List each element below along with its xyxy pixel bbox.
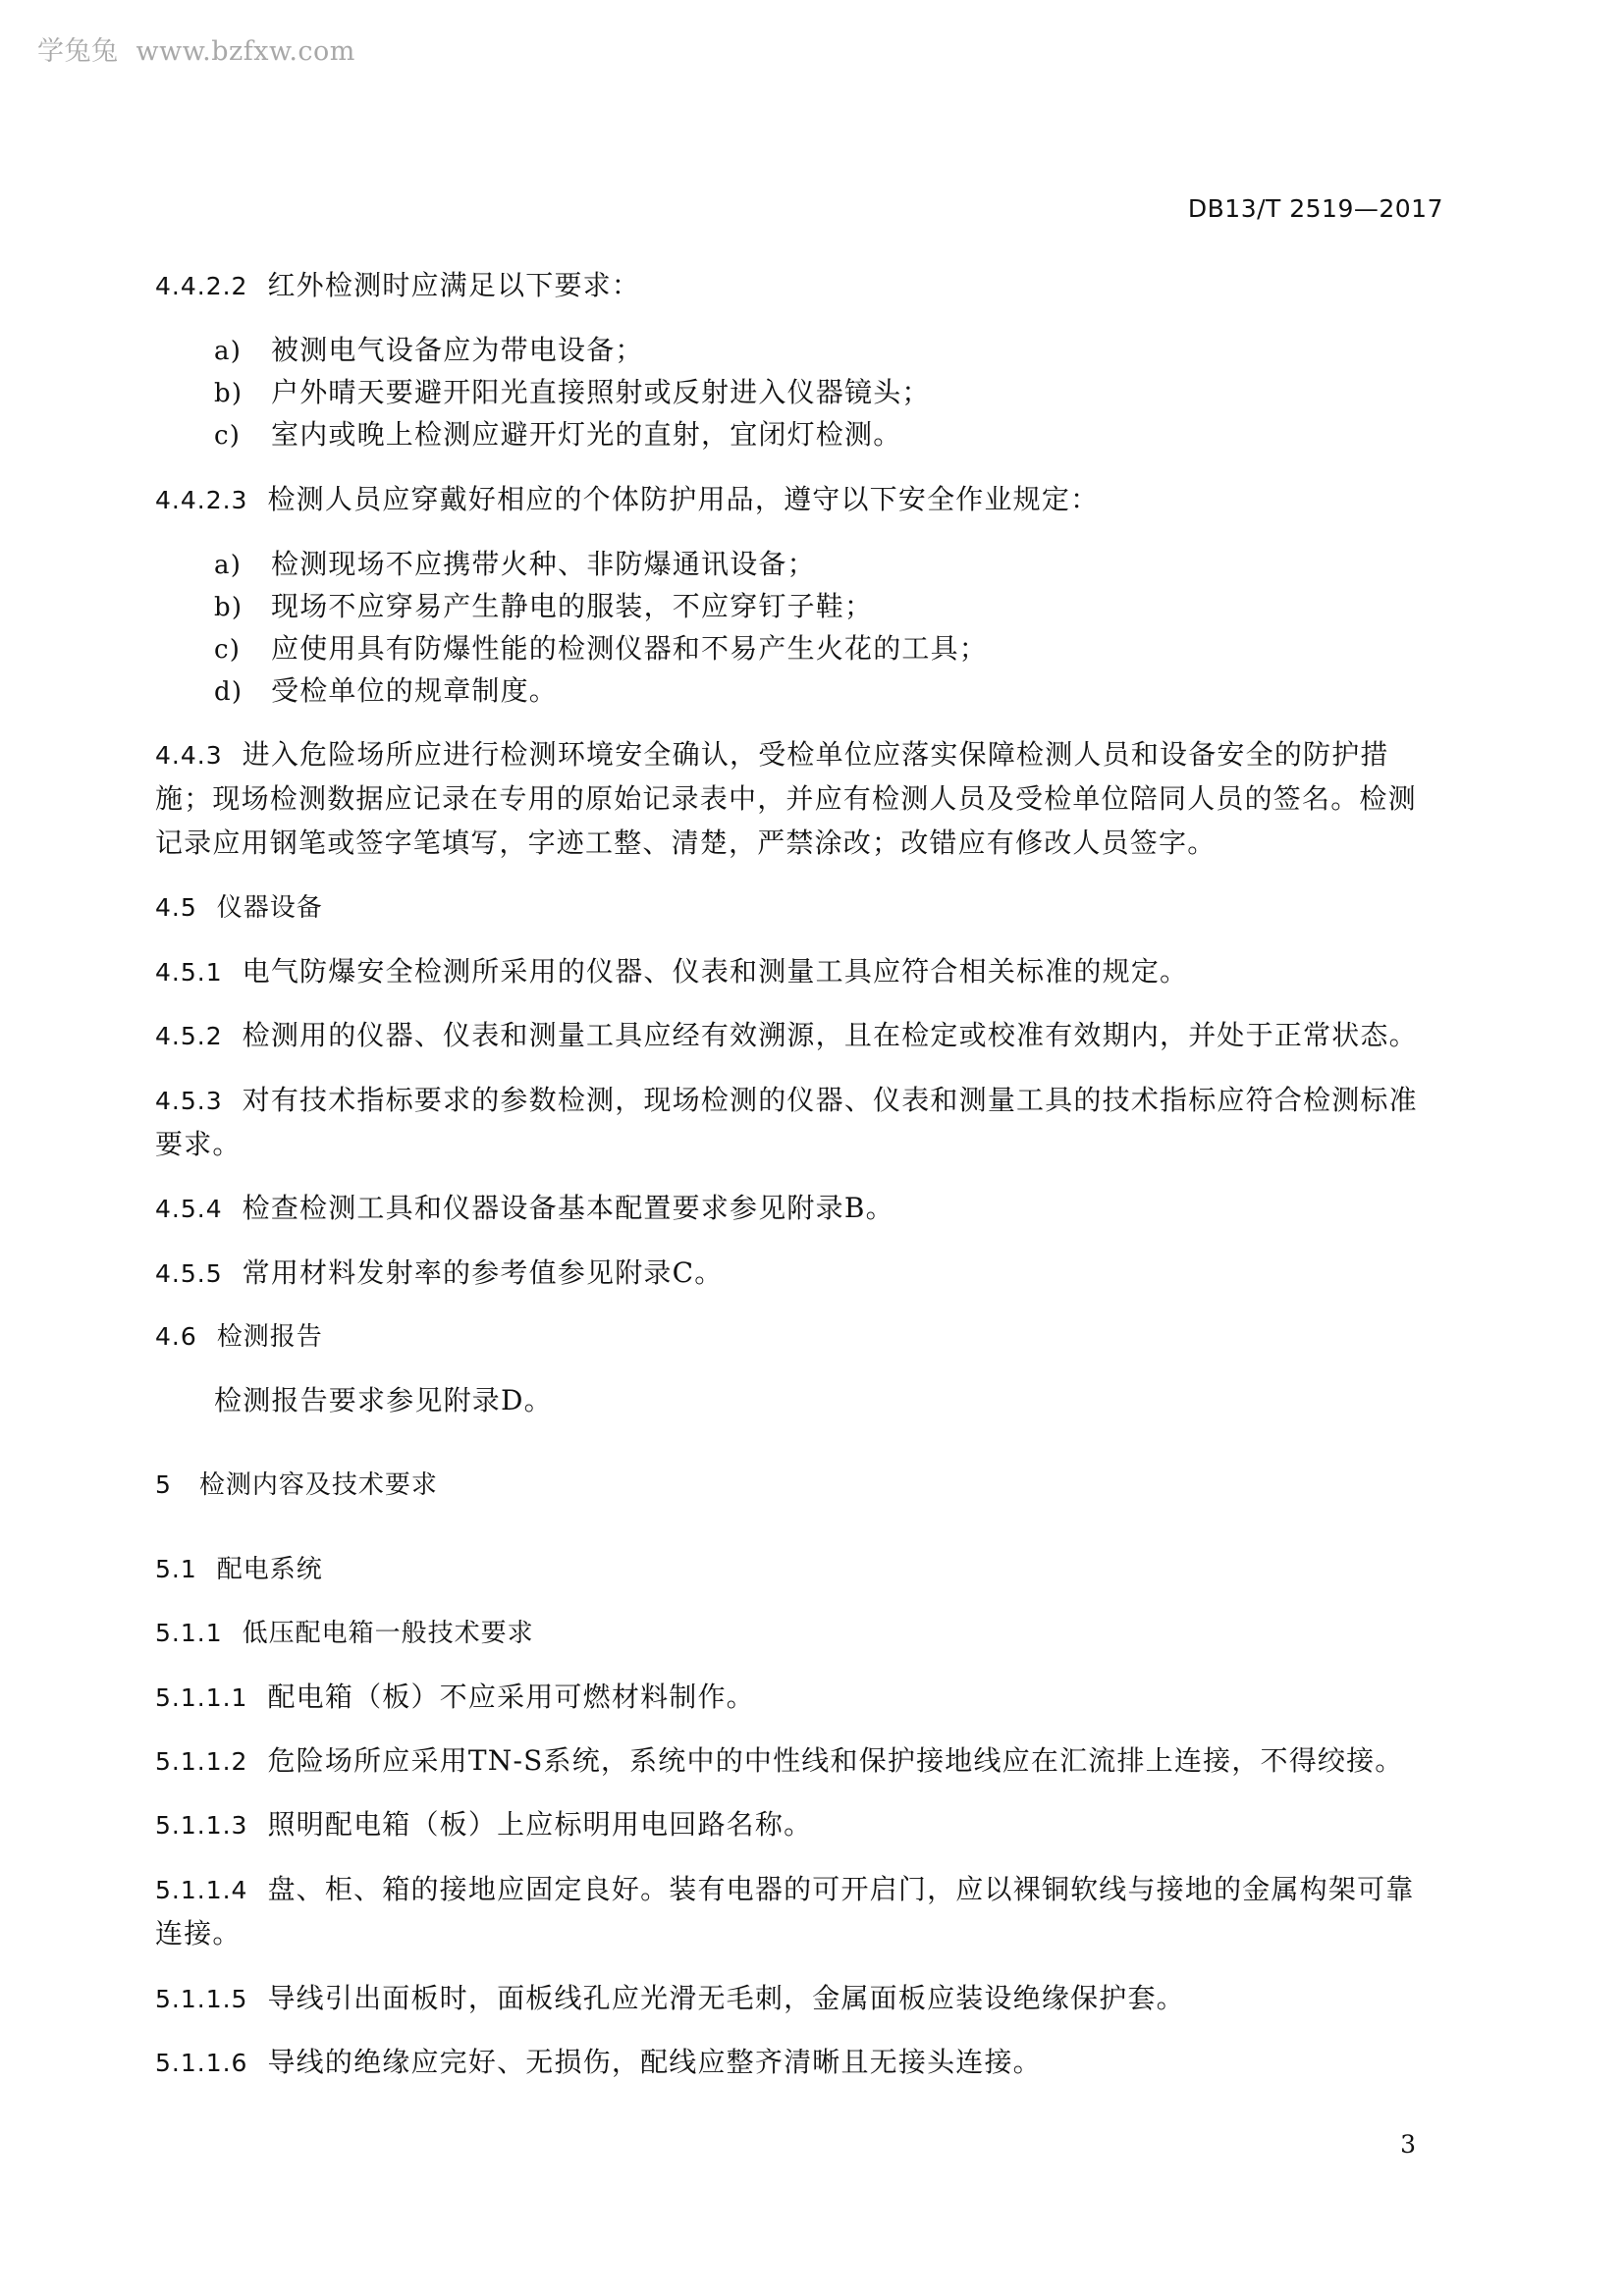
clause-4-5-1 xyxy=(155,949,1443,994)
watermark xyxy=(37,29,355,68)
chapter-title: 检测内容及技术要求 xyxy=(198,1470,438,1500)
section-title: 检测报告 xyxy=(216,1322,323,1352)
clause-number: 5.1.1.2 xyxy=(155,1747,248,1776)
clause-text: 红外检测时应满足以下要求： xyxy=(267,269,641,301)
clause-text: 检测用的仪器、仪表和测量工具应经有效溯源，且在检定或校准有效期内，并处于正常状态。 xyxy=(242,1019,1418,1051)
list-text: 应使用具有防爆性能的检测仪器和不易产生火花的工具； xyxy=(271,632,989,665)
clause-number: 4.5.2 xyxy=(155,1022,223,1050)
section-title: 仪器设备 xyxy=(216,893,323,923)
chapter-number: 5 xyxy=(155,1470,172,1499)
list-item xyxy=(214,328,644,374)
list-item xyxy=(214,370,931,416)
list-item xyxy=(214,584,873,630)
clause-text-line: 盘、柜、箱的接地应固定良好。装有电器的可开启门，应以裸铜软线与接地的金属构架可靠 xyxy=(267,1873,1415,1905)
chapter-heading-5 xyxy=(155,1463,1443,1508)
clause-number: 4.4.2.3 xyxy=(155,486,248,514)
clause-text: 电气防爆安全检测所采用的仪器、仪表和测量工具应符合相关标准的规定。 xyxy=(242,955,1189,988)
section-number: 5.1.1 xyxy=(155,1619,223,1647)
clause-text: 常用材料发射率的参考值参见附录C。 xyxy=(242,1256,724,1289)
clause-number: 5.1.1.3 xyxy=(155,1811,248,1840)
clause-4-5-2 xyxy=(155,1013,1443,1058)
list-item xyxy=(214,412,901,458)
watermark-url: www.bzfxw.com xyxy=(135,36,355,67)
list-marker: b) xyxy=(214,593,244,622)
clause-number: 5.1.1.1 xyxy=(155,1683,248,1712)
standard-code: DB13/T 2519—2017 xyxy=(1187,194,1443,223)
clause-text: 配电箱（板）不应采用可燃材料制作。 xyxy=(267,1681,755,1713)
list-marker: c) xyxy=(214,635,242,665)
clause-continuation: 施；现场检测数据应记录在专用的原始记录表中，并应有检测人员及受检单位陪同人员的签名。检测 xyxy=(155,782,1417,815)
clause-4-5-5 xyxy=(155,1251,1443,1296)
clause-text: 导线的绝缘应完好、无损伤，配线应整齐清晰且无接头连接。 xyxy=(267,2046,1042,2078)
clause-text: 照明配电箱（板）上应标明用电回路名称。 xyxy=(267,1808,813,1841)
clause-4-5-3 xyxy=(155,1078,1443,1123)
section-number: 4.6 xyxy=(155,1322,197,1351)
clause-text: 导线引出面板时，面板线孔应光滑无毛刺，金属面板应装设绝缘保护套。 xyxy=(267,1982,1185,2014)
clause-number: 4.5.5 xyxy=(155,1259,223,1288)
section-title: 低压配电箱一般技术要求 xyxy=(242,1619,534,1648)
clause-4-4-2-2 xyxy=(155,263,1443,308)
clause-text-line: 对有技术指标要求的参数检测，现场检测的仪器、仪表和测量工具的技术指标应符合检测标准 xyxy=(242,1084,1418,1116)
list-text: 受检单位的规章制度。 xyxy=(271,674,559,707)
clause-5-1-1-5 xyxy=(155,1976,1443,2021)
list-marker: a) xyxy=(214,337,243,366)
clause-number: 4.5.4 xyxy=(155,1195,223,1223)
paragraph-text: 检测报告要求参见附录D。 xyxy=(214,1384,553,1416)
list-marker: a) xyxy=(214,551,243,580)
list-text: 现场不应穿易产生静电的服装，不应穿钉子鞋； xyxy=(271,590,874,622)
clause-text: 危险场所应采用TN-S系统，系统中的中性线和保护接地线应在汇流排上连接，不得绞接。 xyxy=(267,1744,1404,1777)
clause-number: 5.1.1.5 xyxy=(155,1985,248,2013)
clause-number: 4.5.3 xyxy=(155,1087,223,1115)
section-heading-5-1-1 xyxy=(155,1611,1443,1656)
section-title: 配电系统 xyxy=(216,1555,323,1584)
clause-number: 4.4.2.2 xyxy=(155,272,248,300)
clause-number: 5.1.1.6 xyxy=(155,2049,248,2077)
clause-continuation: 记录应用钢笔或签字笔填写，字迹工整、清楚，严禁涂改；改错应有修改人员签字。 xyxy=(155,827,1217,859)
clause-text: 检查检测工具和仪器设备基本配置要求参见附录B。 xyxy=(242,1192,894,1224)
clause-4-4-2-3 xyxy=(155,477,1443,522)
section-heading-4-6 xyxy=(155,1314,1443,1360)
clause-continuation: 要求。 xyxy=(155,1128,242,1160)
watermark-site-name: 学兔兔 xyxy=(37,36,119,67)
page-number: 3 xyxy=(1400,2130,1416,2159)
list-marker: b) xyxy=(214,379,244,408)
clause-number: 4.4.3 xyxy=(155,741,223,770)
list-text: 室内或晚上检测应避开灯光的直射，宜闭灯检测。 xyxy=(271,418,902,451)
clause-continuation: 连接。 xyxy=(155,1917,242,1949)
clause-text: 检测人员应穿戴好相应的个体防护用品，遵守以下安全作业规定： xyxy=(267,483,1100,515)
list-text: 检测现场不应携带火种、非防爆通讯设备； xyxy=(271,548,816,580)
clause-5-1-1-2 xyxy=(155,1738,1443,1784)
section-heading-4-5 xyxy=(155,885,1443,931)
clause-5-1-1-3 xyxy=(155,1802,1443,1847)
clause-number: 4.5.1 xyxy=(155,958,223,987)
clause-text-line: 进入危险场所应进行检测环境安全确认，受检单位应落实保障检测人员和设备安全的防护措 xyxy=(242,738,1389,771)
list-item xyxy=(214,542,816,588)
list-item xyxy=(214,626,988,672)
list-text: 被测电气设备应为带电设备； xyxy=(271,334,644,366)
clause-4-4-3 xyxy=(155,732,1443,777)
section-number: 4.5 xyxy=(155,893,197,922)
clause-4-5-4 xyxy=(155,1186,1443,1231)
clause-number: 5.1.1.4 xyxy=(155,1876,248,1904)
list-text: 户外晴天要避开阳光直接照射或反射进入仪器镜头； xyxy=(271,376,931,408)
section-heading-5-1 xyxy=(155,1547,1443,1592)
clause-5-1-1-1 xyxy=(155,1675,1443,1720)
list-item xyxy=(214,668,558,715)
clause-5-1-1-4 xyxy=(155,1867,1443,1912)
list-marker: c) xyxy=(214,421,242,451)
section-number: 5.1 xyxy=(155,1555,197,1583)
list-marker: d) xyxy=(214,677,244,707)
clause-5-1-1-6 xyxy=(155,2040,1443,2085)
